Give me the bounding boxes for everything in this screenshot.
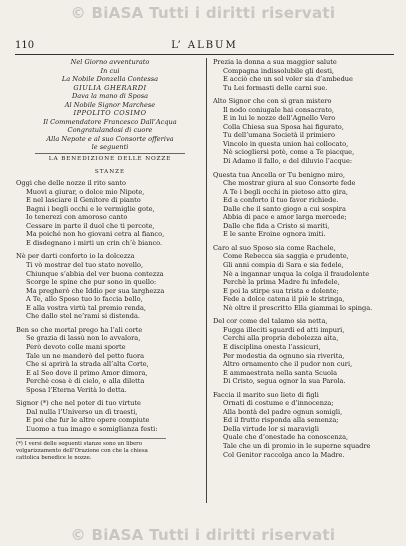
verse-line: L’uomo a tua imago e somiglianza festi: bbox=[26, 424, 158, 433]
verse-line: Muovi a giurar, o dolce mio Nipote, bbox=[26, 187, 145, 196]
stanza bbox=[16, 179, 204, 247]
verse-line: Ed il frutto risponda alla semenza; bbox=[223, 416, 339, 425]
verse-line: Scorge le spine che pur sono in quello: bbox=[26, 278, 157, 287]
left-stanzas bbox=[16, 179, 204, 433]
verse-line: E al Seo dove il primo Amor dimora, bbox=[26, 368, 148, 377]
right-stanzas bbox=[213, 58, 401, 459]
dedication-line: Nel Giorno avventurato bbox=[70, 58, 150, 66]
verse-line: Ornati di costume e d’innocenza; bbox=[223, 399, 334, 408]
dedication-line: IPPOLITO COSIMO bbox=[73, 109, 147, 118]
verse-line: Alto Signor che con sì gran mistero bbox=[213, 97, 332, 106]
stanza bbox=[16, 252, 204, 320]
verse-line: Ben so che mortal prego ha l’ali corte bbox=[16, 325, 143, 334]
verse-line: Questa tua Ancella or Tu benigno miro, bbox=[213, 170, 345, 179]
verse-line: Chiunque s’abbia del ver buona contezza bbox=[26, 269, 164, 278]
verse-line: Io tenerezi con amoroso canto bbox=[26, 213, 128, 222]
verse-line: E acciò che un sol voler sia d’ambedue bbox=[223, 75, 353, 84]
dedication-line: In cui bbox=[100, 66, 120, 75]
dedication-line: Il Commendatore Francesco Dall’Acqua bbox=[43, 117, 177, 126]
watermark-top: © BiASA Tutti i diritti riservati bbox=[70, 4, 336, 22]
dedication-line: Dava la mano di Sposa bbox=[71, 92, 149, 101]
verse-line: Prezia la donna a sua maggior salute bbox=[213, 58, 337, 66]
verse-line: Compagna indissolubile gli desti, bbox=[223, 66, 335, 75]
verse-line: Quale che d’onestade ha conoscenza, bbox=[223, 433, 349, 442]
verse-line: Vincolo in questa union hai collocato, bbox=[223, 139, 349, 148]
verse-line: Dalle che fida a Cristo si mariti, bbox=[223, 221, 330, 230]
stanze-label: STANZE bbox=[94, 168, 126, 175]
verse-line: Col Genitor raccolga anco la Madre. bbox=[223, 450, 345, 459]
verse-line: Perchè cosa è di cielo, e alla diletta bbox=[26, 377, 145, 386]
verse-line: Tu Lei formasti delle carni sue. bbox=[223, 83, 328, 92]
stanza bbox=[213, 317, 401, 385]
journal-title: L’ ALBUM bbox=[171, 40, 238, 51]
watermark-bottom: © BiASA Tutti i diritti riservati bbox=[70, 526, 336, 544]
verse-line: Nè sciogliersi potè, come a Te piacque, bbox=[223, 148, 355, 157]
verse-line: Faccia il marito suo lieto di figli bbox=[213, 390, 319, 399]
verse-line: Dalle che il santo giogo a cui sospira bbox=[223, 204, 346, 213]
verse-line: Signor (*) che nel poter di tuo virtute bbox=[16, 399, 141, 408]
verse-line: Cessare in parte il duol che ti percote, bbox=[26, 221, 155, 230]
page-number: 110 bbox=[15, 40, 35, 51]
verse-line: E alla vostra virtù tal premio renda, bbox=[26, 303, 147, 312]
verse-line: Fede a dolce catena il piè le stringa, bbox=[223, 295, 345, 304]
verse-line: Sposa l’Eterna Verità lo detta. bbox=[26, 385, 127, 394]
verse-line: Nè a ingannar unqua la colga il fraudolente bbox=[223, 269, 370, 278]
verse-line: E le sante Eroine ognora imiti. bbox=[223, 230, 326, 239]
verse-line: Che si aprirà la strada all’alta Corte, bbox=[26, 360, 149, 369]
dedication-block bbox=[16, 58, 204, 152]
verse-line: Nè oltre il prescritto Ella giammai lo spinga. bbox=[223, 303, 373, 312]
verse-line: E in lui le nozze dell’Agnello Vero bbox=[223, 114, 336, 123]
left-column bbox=[16, 58, 204, 462]
verse-line: Della virtude lor si maravigli bbox=[223, 424, 319, 433]
verse-line: E poi che fur le altre opere compiute bbox=[26, 416, 150, 425]
column-divider bbox=[206, 58, 207, 503]
verse-line: Tu dell’umana Società il primiero bbox=[223, 131, 335, 140]
verse-line: E ammaestrata nella santa Scuola bbox=[223, 368, 338, 377]
verse-line: Che mostrar giura al suo Consorte fede bbox=[223, 179, 356, 188]
dedication-line: Alla Nepote e al suo Consorte offeriva bbox=[46, 134, 174, 143]
verse-line: E disciplina onesta l’assicuri, bbox=[223, 342, 321, 351]
dedication-line: Congratulandosi di cuore bbox=[67, 126, 153, 135]
verse-line: Tale un ne manderò del petto fuora bbox=[26, 351, 145, 360]
verse-line: Caro al suo Sposo sia come Rachele, bbox=[213, 243, 336, 252]
verse-line: A Te, allo Sposo tuo lo faccia bello, bbox=[26, 295, 143, 304]
verse-line: Bagni i begli occhi e le vermiglie gote, bbox=[26, 204, 155, 213]
verse-line: E disdegnano i mirti un crin ch’è bianco. bbox=[26, 238, 163, 247]
verse-line: Ti vò mostrar del tuo stato novello, bbox=[26, 261, 144, 270]
verse-line: Ed a conforto il tuo favor richiede. bbox=[223, 196, 339, 205]
verse-line: Alla bontà del padre ognun somigli, bbox=[223, 407, 343, 416]
verse-line: Ma poiché non ho giovani cetra al fianco, bbox=[26, 230, 165, 239]
stanza bbox=[213, 171, 401, 239]
verse-line: Di Adamo il fallo, e del diluvio l’acque: bbox=[223, 157, 353, 166]
verse-line: Nè per darti conforto io la dolcezza bbox=[16, 252, 135, 261]
verse-line: E poi la stirpe sua trista e dolente; bbox=[223, 286, 339, 295]
verse-line: Ma pregherò che Iddio per sua larghezza bbox=[26, 286, 165, 295]
right-column bbox=[213, 58, 401, 464]
dedication-line: GIULIA GHERARDI bbox=[73, 83, 147, 92]
stanza bbox=[213, 97, 401, 165]
verse-line: Che dallo stel ne’rami si distenda. bbox=[26, 312, 140, 321]
footnote: (*) I versi delle seguenti stanze sono un libero volgarizzamento dell’Orazione con che la chiesa cattolica benedice le nozze. bbox=[16, 438, 166, 462]
verse-line: Dal nulla l’Universo un dì traesti, bbox=[26, 407, 138, 416]
verse-line: Altro ornamento che il pudor non curi, bbox=[223, 360, 353, 369]
page-header bbox=[15, 40, 394, 55]
stanza bbox=[16, 399, 204, 433]
verse-line: Gli anni compia di Sara e sia fedele, bbox=[223, 261, 344, 270]
verse-line: A Te i begli occhi in pietoso atto gira, bbox=[223, 187, 348, 196]
stanza bbox=[16, 326, 204, 394]
verse-line: Tale che un dì promio in le superne squadre bbox=[223, 441, 371, 450]
verse-line: Perchè la prima Madre fu infedele, bbox=[223, 278, 340, 287]
verse-line: Colla Chiesa sua Sposa hai figurato, bbox=[223, 122, 344, 131]
section-title: LA BENEDIZIONE DELLE NOZZE bbox=[35, 153, 185, 164]
verse-line: Di Cristo, segua ognor la sua Parola. bbox=[223, 377, 346, 386]
verse-line: Del cor come del talamo sia netta, bbox=[213, 317, 328, 326]
verse-line: Abbia di pace e amor larga mercede; bbox=[223, 213, 347, 222]
verse-line: Il nodo coniugale hai consacrato, bbox=[223, 105, 334, 114]
dedication-line: Al Nobile Signor Marchese bbox=[64, 100, 156, 109]
verse-line: Però devoto colle mani sporte bbox=[26, 342, 126, 351]
verse-line: Per modestia da ognuno sia riverita, bbox=[223, 351, 345, 360]
stanza bbox=[213, 391, 401, 459]
verse-line: Fugga illeciti sguardi ed atti impuri, bbox=[223, 325, 345, 334]
verse-line: Cerchi alla propria debolezza aìta, bbox=[223, 334, 339, 343]
stanza bbox=[213, 244, 401, 312]
dedication-line: La Nobile Donzella Contessa bbox=[61, 75, 159, 84]
verse-line: Oggi che delle nozze il rito santo bbox=[16, 179, 126, 188]
dedication-line: le seguenti bbox=[91, 143, 129, 152]
stanza bbox=[213, 58, 401, 92]
verse-line: E nel lasciare il Genitore di pianto bbox=[26, 196, 141, 205]
verse-line: Se grazia di lassù non lo avvalora, bbox=[26, 334, 141, 343]
verse-line: Come Rebecca sia saggia e prudente, bbox=[223, 252, 349, 261]
